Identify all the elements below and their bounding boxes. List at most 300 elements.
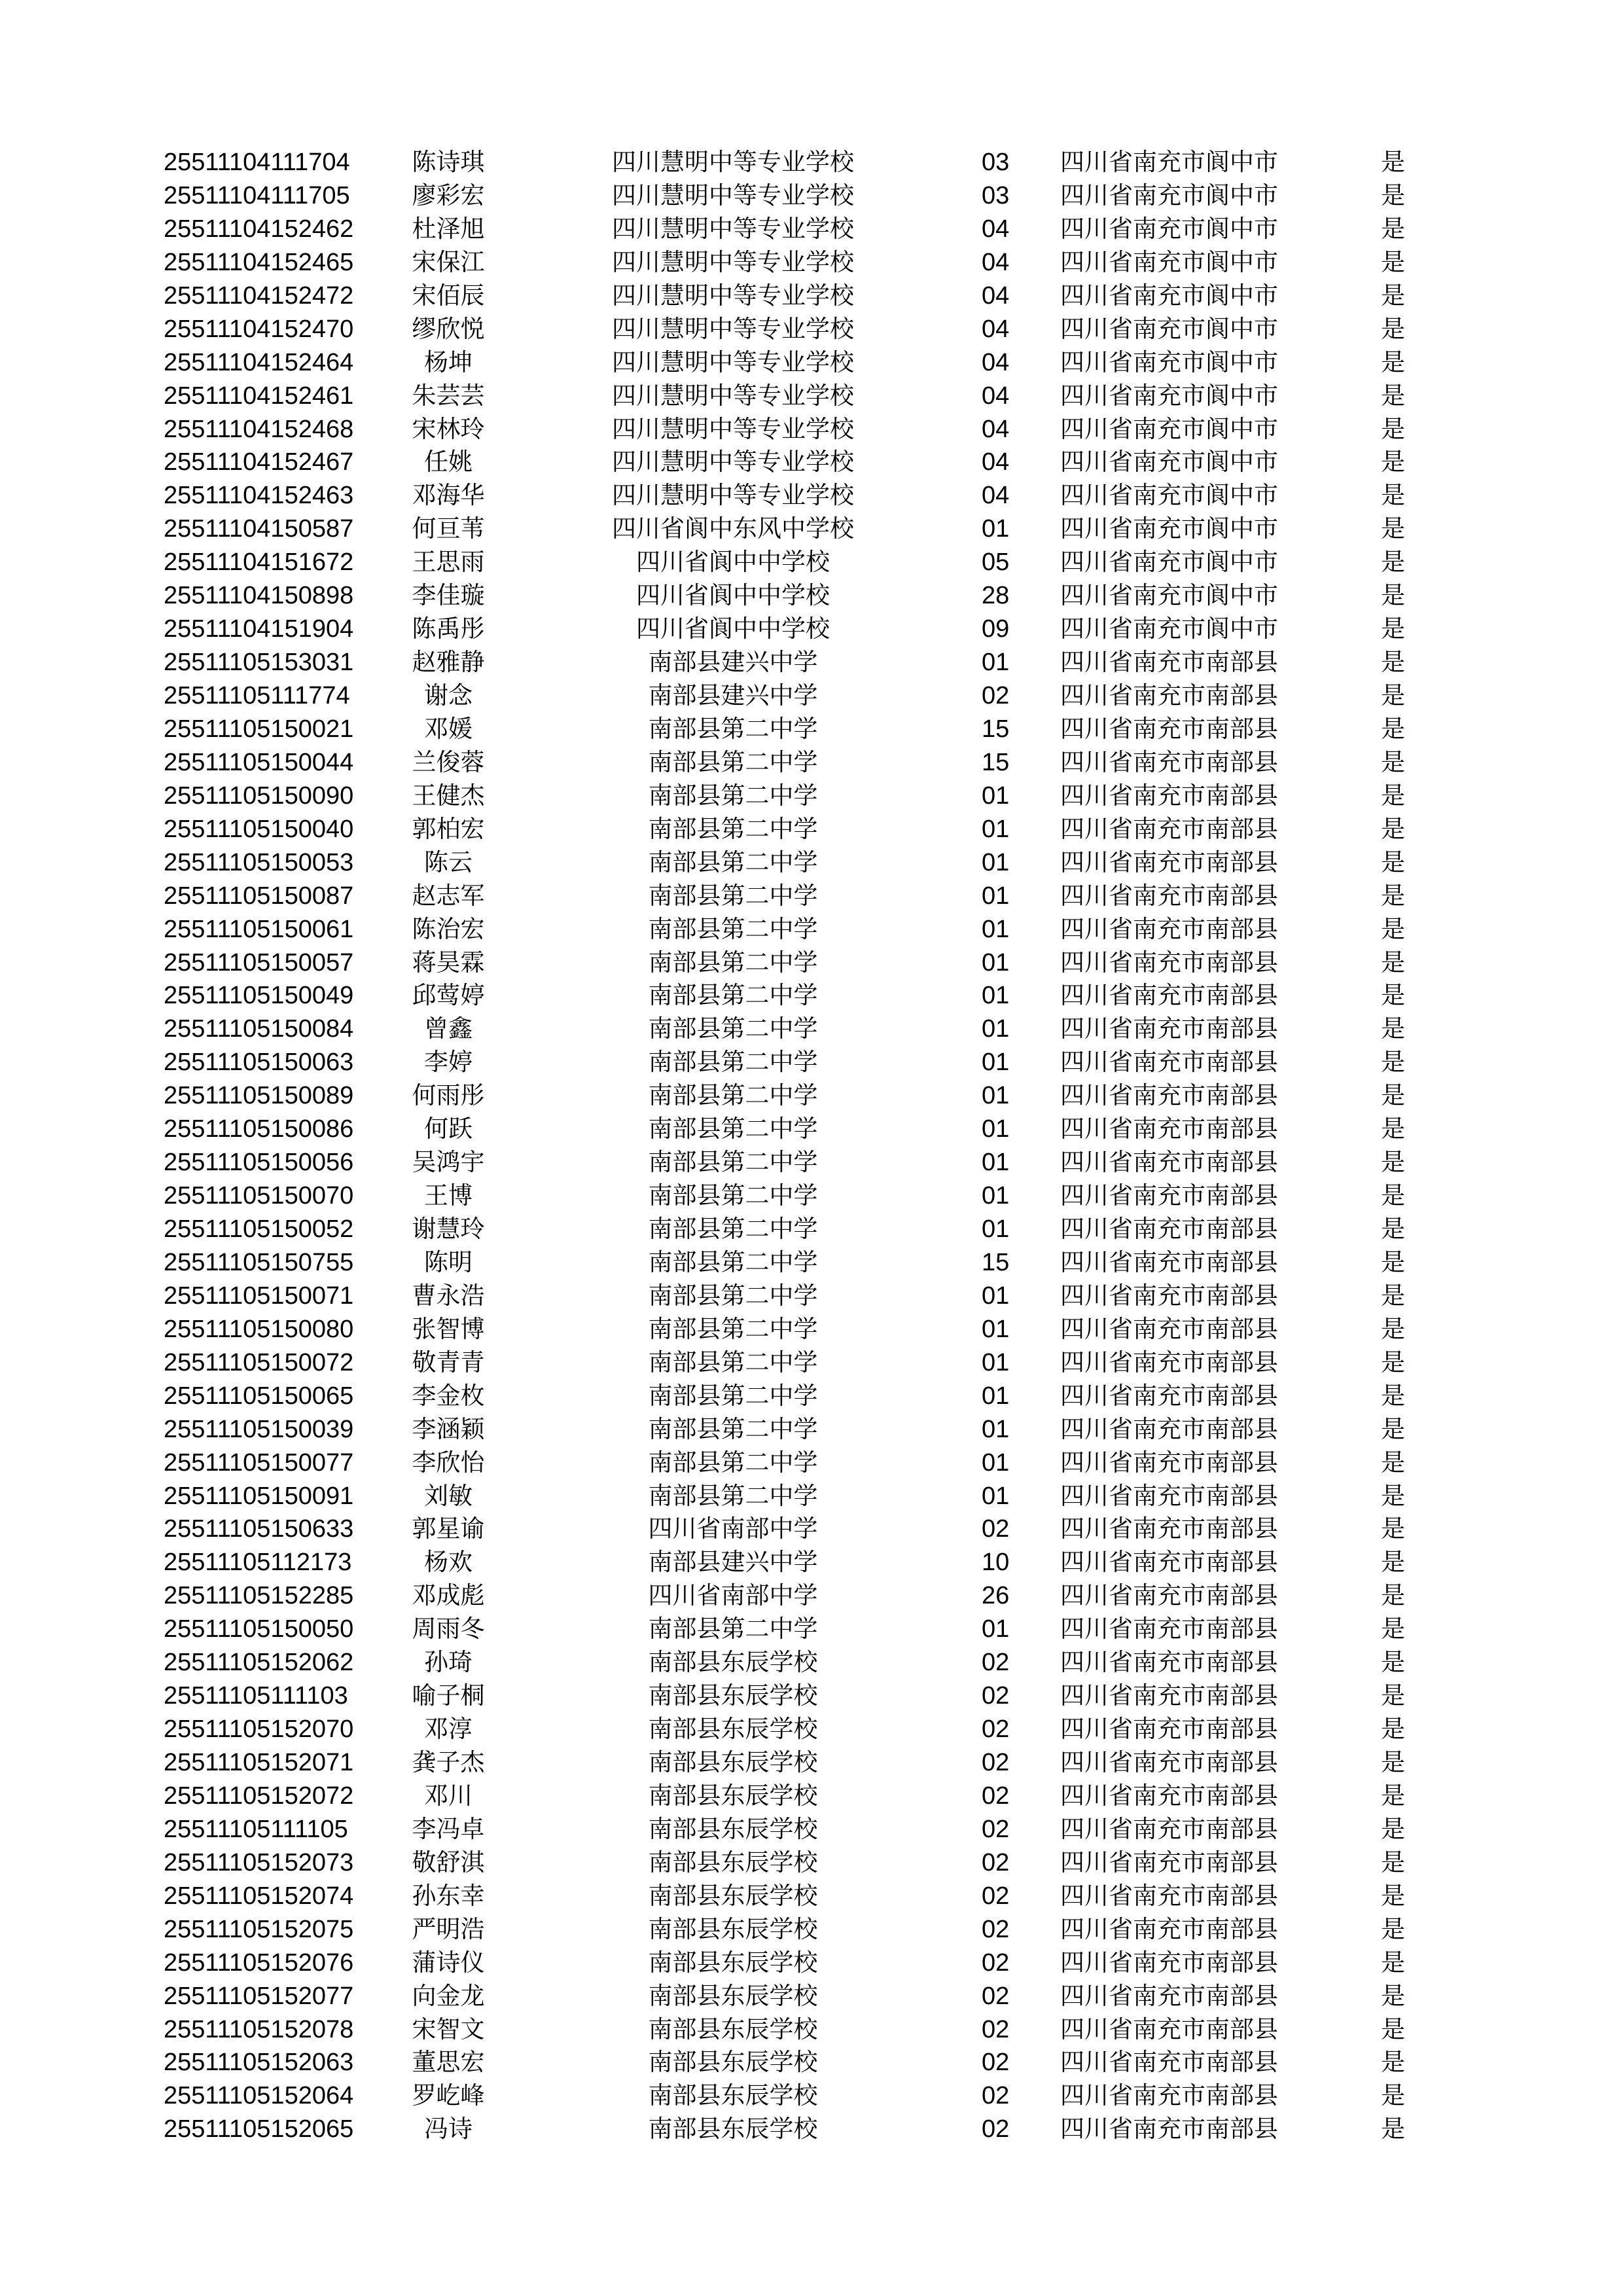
record-region: 四川省南充市阆中市	[1060, 348, 1278, 376]
record-flag: 是	[1381, 448, 1405, 476]
record-row	[0, 746, 1623, 780]
record-row	[0, 913, 1623, 946]
record-code: 01	[982, 1482, 1010, 1510]
record-region: 四川省南充市南部县	[1060, 1581, 1278, 1610]
record-flag: 是	[1381, 714, 1405, 743]
record-row	[0, 1346, 1623, 1380]
record-name: 曾鑫	[424, 1014, 473, 1043]
record-school: 南部县第二中学	[648, 848, 818, 876]
record-region: 四川省南充市阆中市	[1060, 414, 1278, 443]
record-row	[0, 2113, 1623, 2146]
record-flag: 是	[1381, 1247, 1405, 1276]
record-school: 四川慧明中等专业学校	[612, 314, 854, 343]
record-id: 25511105152078	[164, 2015, 354, 2043]
record-code: 15	[982, 1248, 1010, 1276]
record-id: 25511105152065	[164, 2115, 354, 2144]
record-name: 邓成彪	[412, 1581, 485, 1610]
record-region: 四川省南充市南部县	[1060, 1048, 1278, 1077]
record-region: 四川省南充市南部县	[1060, 1215, 1278, 1243]
record-id: 25511105152075	[164, 1915, 354, 1943]
record-code: 01	[982, 781, 1010, 810]
record-id: 25511105150087	[164, 882, 354, 910]
record-code: 01	[982, 1382, 1010, 1410]
record-code: 02	[982, 1815, 1010, 1843]
record-region: 四川省南充市南部县	[1060, 1281, 1278, 1310]
record-row	[0, 1946, 1623, 1980]
record-school: 南部县第二中学	[648, 1381, 818, 1410]
record-id: 25511105150089	[164, 1082, 354, 1110]
record-school: 南部县东辰学校	[648, 1814, 818, 1843]
record-school: 南部县东辰学校	[648, 2015, 818, 2043]
record-flag: 是	[1381, 148, 1405, 176]
record-row	[0, 380, 1623, 413]
record-id: 25511105150039	[164, 1415, 354, 1443]
record-name: 郭星谕	[412, 1515, 485, 1543]
record-flag: 是	[1381, 848, 1405, 876]
record-flag: 是	[1381, 348, 1405, 376]
record-code: 01	[982, 1182, 1010, 1210]
record-region: 四川省南充市南部县	[1060, 681, 1278, 709]
record-flag: 是	[1381, 914, 1405, 943]
record-school: 四川慧明中等专业学校	[612, 348, 854, 376]
record-school: 南部县建兴中学	[648, 648, 818, 677]
record-row	[0, 1313, 1623, 1346]
record-region: 四川省南充市南部县	[1060, 2015, 1278, 2043]
record-id: 25511105150070	[164, 1182, 354, 1210]
record-code: 02	[982, 1915, 1010, 1943]
record-row	[0, 1246, 1623, 1280]
record-row	[0, 1780, 1623, 1813]
record-region: 四川省南充市阆中市	[1060, 481, 1278, 510]
record-row	[0, 1546, 1623, 1579]
record-id: 25511104111705	[164, 181, 350, 209]
record-code: 02	[982, 2082, 1010, 2110]
record-row	[0, 1679, 1623, 1713]
record-school: 南部县东辰学校	[648, 2081, 818, 2110]
record-name: 廖彩宏	[412, 181, 485, 209]
record-row	[0, 213, 1623, 246]
record-school: 四川慧明中等专业学校	[612, 414, 854, 443]
record-id: 25511105150057	[164, 948, 354, 977]
record-flag: 是	[1381, 2048, 1405, 2077]
record-code: 03	[982, 181, 1010, 209]
record-code: 04	[982, 215, 1010, 243]
record-school: 南部县第二中学	[648, 1414, 818, 1443]
record-flag: 是	[1381, 681, 1405, 709]
record-code: 01	[982, 1448, 1010, 1477]
record-id: 25511104111704	[164, 149, 350, 176]
record-flag: 是	[1381, 1081, 1405, 1110]
record-flag: 是	[1381, 1615, 1405, 1643]
record-flag: 是	[1381, 381, 1405, 410]
record-id: 25511105150091	[164, 1482, 354, 1510]
record-code: 02	[982, 1749, 1010, 1776]
record-school: 四川慧明中等专业学校	[612, 448, 854, 476]
record-row	[0, 1079, 1623, 1113]
record-school: 南部县第二中学	[648, 814, 818, 843]
record-region: 四川省南充市南部县	[1060, 1515, 1278, 1543]
record-code: 01	[982, 1115, 1010, 1143]
record-name: 敬青青	[412, 1348, 485, 1376]
record-flag: 是	[1381, 648, 1405, 677]
record-row	[0, 713, 1623, 746]
record-code: 01	[982, 1082, 1010, 1110]
record-flag: 是	[1381, 881, 1405, 910]
record-row	[0, 1213, 1623, 1246]
record-row	[0, 1413, 1623, 1446]
record-school: 四川省南部中学	[648, 1581, 818, 1610]
record-row	[0, 1713, 1623, 1746]
record-name: 兰俊蓉	[412, 747, 485, 776]
record-row	[0, 1746, 1623, 1780]
record-id: 25511105150086	[164, 1115, 354, 1143]
record-row	[0, 679, 1623, 713]
record-school: 四川省阆中中学校	[636, 548, 830, 577]
record-code: 01	[982, 649, 1010, 677]
record-code: 01	[982, 515, 1010, 543]
record-school: 南部县第二中学	[648, 714, 818, 743]
record-school: 南部县第二中学	[648, 1048, 818, 1077]
record-region: 四川省南充市南部县	[1060, 1781, 1278, 1810]
record-id: 25511105152285	[164, 1582, 354, 1610]
record-school: 南部县建兴中学	[648, 681, 818, 709]
record-flag: 是	[1381, 1115, 1405, 1143]
record-school: 四川省阆中中学校	[636, 581, 830, 610]
record-school: 南部县第二中学	[648, 948, 818, 977]
record-flag: 是	[1381, 1981, 1405, 2010]
record-school: 南部县东辰学校	[648, 1648, 818, 1677]
record-name: 蒋昊霖	[412, 948, 485, 977]
record-region: 四川省南充市南部县	[1060, 1481, 1278, 1510]
record-school: 南部县第二中学	[648, 1181, 818, 1210]
record-school: 四川省阆中中学校	[636, 615, 830, 643]
record-id: 25511104151904	[164, 615, 354, 643]
record-id: 25511105152073	[164, 1848, 354, 1876]
record-flag: 是	[1381, 1914, 1405, 1943]
record-name: 陈明	[424, 1247, 473, 1276]
record-id: 25511105152063	[164, 2049, 354, 2077]
record-id: 25511104152463	[164, 482, 354, 510]
record-id: 25511105150053	[164, 848, 354, 876]
record-code: 02	[982, 1515, 1010, 1543]
record-school: 四川慧明中等专业学校	[612, 148, 854, 176]
record-code: 04	[982, 482, 1010, 510]
record-id: 25511105150755	[164, 1248, 354, 1276]
record-name: 杨欢	[424, 1548, 473, 1577]
record-flag: 是	[1381, 1581, 1405, 1610]
record-row	[0, 346, 1623, 380]
record-row	[0, 512, 1623, 546]
record-row	[0, 479, 1623, 512]
record-region: 四川省南充市阆中市	[1060, 448, 1278, 476]
record-flag: 是	[1381, 514, 1405, 543]
record-code: 01	[982, 1149, 1010, 1177]
record-region: 四川省南充市南部县	[1060, 1348, 1278, 1376]
record-id: 25511105150049	[164, 982, 354, 1010]
record-code: 01	[982, 915, 1010, 943]
record-school: 南部县第二中学	[648, 1215, 818, 1243]
record-name: 邓川	[424, 1781, 473, 1810]
record-name: 曹永浩	[412, 1281, 485, 1310]
record-flag: 是	[1381, 1348, 1405, 1376]
record-school: 南部县第二中学	[648, 1481, 818, 1510]
record-id: 25511105150040	[164, 815, 354, 843]
record-school: 南部县第二中学	[648, 1247, 818, 1276]
record-school: 南部县第二中学	[648, 981, 818, 1010]
record-region: 四川省南充市南部县	[1060, 714, 1278, 743]
record-flag: 是	[1381, 481, 1405, 510]
record-region: 四川省南充市阆中市	[1060, 581, 1278, 610]
record-region: 四川省南充市南部县	[1060, 1981, 1278, 2010]
record-id: 25511105150052	[164, 1215, 354, 1243]
record-row	[0, 1913, 1623, 1946]
record-name: 严明浩	[412, 1914, 485, 1943]
record-name: 孙东幸	[412, 1881, 485, 1910]
record-row	[0, 946, 1623, 980]
record-code: 02	[982, 2115, 1010, 2144]
record-flag: 是	[1381, 1481, 1405, 1510]
record-region: 四川省南充市南部县	[1060, 814, 1278, 843]
record-school: 南部县第二中学	[648, 1615, 818, 1643]
record-region: 四川省南充市南部县	[1060, 981, 1278, 1010]
record-id: 25511104152464	[164, 348, 354, 376]
record-code: 09	[982, 615, 1010, 643]
record-region: 四川省南充市南部县	[1060, 747, 1278, 776]
record-row	[0, 1280, 1623, 1313]
record-name: 孙琦	[424, 1648, 473, 1677]
record-id: 25511104150898	[164, 582, 354, 610]
record-code: 26	[982, 1582, 1010, 1610]
record-row	[0, 979, 1623, 1013]
record-school: 四川慧明中等专业学校	[612, 381, 854, 410]
record-region: 四川省南充市南部县	[1060, 781, 1278, 810]
record-region: 四川省南充市阆中市	[1060, 314, 1278, 343]
record-id: 25511105150056	[164, 1149, 354, 1177]
record-flag: 是	[1381, 615, 1405, 643]
record-flag: 是	[1381, 548, 1405, 577]
record-flag: 是	[1381, 1381, 1405, 1410]
record-row	[0, 880, 1623, 913]
record-id: 25511105150090	[164, 781, 354, 810]
record-flag: 是	[1381, 1014, 1405, 1043]
record-row	[0, 1046, 1623, 1079]
record-row	[0, 1613, 1623, 1646]
record-region: 四川省南充市南部县	[1060, 1881, 1278, 1910]
record-row	[0, 1880, 1623, 1913]
record-code: 02	[982, 1649, 1010, 1677]
record-region: 四川省南充市南部县	[1060, 1914, 1278, 1943]
record-name: 陈禹彤	[412, 615, 485, 643]
record-id: 25511105153031	[164, 649, 354, 677]
record-name: 邓淳	[424, 1715, 473, 1744]
record-school: 南部县第二中学	[648, 781, 818, 810]
record-id: 25511105111103	[164, 1682, 348, 1710]
record-school: 南部县建兴中学	[648, 1548, 818, 1577]
record-name: 邱莺婷	[412, 981, 485, 1010]
record-code: 04	[982, 281, 1010, 310]
record-name: 宋佰辰	[412, 281, 485, 310]
record-name: 冯诗	[424, 2115, 473, 2144]
record-code: 02	[982, 2049, 1010, 2077]
record-name: 刘敏	[424, 1481, 473, 1510]
record-region: 四川省南充市南部县	[1060, 2115, 1278, 2144]
record-row	[0, 1013, 1623, 1046]
record-id: 25511105111774	[164, 682, 350, 709]
record-code: 04	[982, 315, 1010, 343]
record-name: 何雨彤	[412, 1081, 485, 1110]
record-flag: 是	[1381, 781, 1405, 810]
record-school: 南部县第二中学	[648, 1081, 818, 1110]
record-code: 01	[982, 982, 1010, 1010]
record-id: 25511104152468	[164, 415, 354, 443]
record-code: 05	[982, 548, 1010, 577]
record-row	[0, 579, 1623, 613]
record-region: 四川省南充市南部县	[1060, 1115, 1278, 1143]
record-school: 南部县第二中学	[648, 1448, 818, 1477]
record-code: 01	[982, 882, 1010, 910]
record-id: 25511105150071	[164, 1282, 354, 1310]
record-flag: 是	[1381, 214, 1405, 243]
record-row	[0, 313, 1623, 346]
record-code: 15	[982, 715, 1010, 743]
record-name: 宋林玲	[412, 414, 485, 443]
record-school: 南部县东辰学校	[648, 1715, 818, 1744]
record-region: 四川省南充市阆中市	[1060, 548, 1278, 577]
record-school: 南部县东辰学校	[648, 1981, 818, 2010]
record-flag: 是	[1381, 1414, 1405, 1443]
record-flag: 是	[1381, 1681, 1405, 1710]
record-id: 25511105152062	[164, 1649, 354, 1677]
record-code: 02	[982, 1782, 1010, 1810]
record-flag: 是	[1381, 1281, 1405, 1310]
record-code: 02	[982, 1948, 1010, 1977]
record-name: 李冯卓	[412, 1814, 485, 1843]
record-id: 25511105152072	[164, 1782, 354, 1810]
record-flag: 是	[1381, 181, 1405, 209]
record-name: 喻子桐	[412, 1681, 485, 1710]
record-id: 25511105150050	[164, 1615, 354, 1643]
record-flag: 是	[1381, 314, 1405, 343]
record-name: 周雨冬	[412, 1615, 485, 1643]
record-name: 何亘苇	[412, 514, 485, 543]
record-school: 四川省阆中东风中学校	[612, 514, 854, 543]
record-name: 宋保江	[412, 247, 485, 276]
record-school: 南部县第二中学	[648, 1148, 818, 1177]
record-code: 04	[982, 248, 1010, 276]
record-code: 04	[982, 348, 1010, 376]
record-flag: 是	[1381, 1515, 1405, 1543]
record-name: 何跃	[424, 1115, 473, 1143]
record-name: 郭柏宏	[412, 814, 485, 843]
record-flag: 是	[1381, 814, 1405, 843]
record-id: 25511105150080	[164, 1315, 354, 1343]
record-region: 四川省南充市南部县	[1060, 1081, 1278, 1110]
record-region: 四川省南充市阆中市	[1060, 381, 1278, 410]
record-code: 01	[982, 1615, 1010, 1643]
record-row	[0, 1980, 1623, 2013]
record-flag: 是	[1381, 747, 1405, 776]
record-name: 李欣怡	[412, 1448, 485, 1477]
record-region: 四川省南充市南部县	[1060, 648, 1278, 677]
record-row	[0, 780, 1623, 813]
record-name: 张智博	[412, 1314, 485, 1343]
record-flag: 是	[1381, 1448, 1405, 1477]
record-id: 25511105150061	[164, 915, 354, 943]
record-code: 01	[982, 1315, 1010, 1343]
record-flag: 是	[1381, 2081, 1405, 2110]
record-id: 25511105152071	[164, 1749, 354, 1776]
record-code: 01	[982, 1348, 1010, 1376]
record-name: 王思雨	[412, 548, 485, 577]
record-id: 25511104152470	[164, 315, 354, 343]
record-id: 25511105112173	[164, 1549, 352, 1577]
record-id: 25511105111105	[164, 1815, 348, 1843]
record-region: 四川省南充市南部县	[1060, 914, 1278, 943]
record-code: 04	[982, 415, 1010, 443]
record-flag: 是	[1381, 1648, 1405, 1677]
record-name: 蒲诗仪	[412, 1948, 485, 1977]
record-flag: 是	[1381, 1814, 1405, 1843]
record-region: 四川省南充市南部县	[1060, 1014, 1278, 1043]
record-id: 25511105152076	[164, 1948, 354, 1977]
record-name: 李涵颖	[412, 1414, 485, 1443]
record-school: 南部县东辰学校	[648, 1681, 818, 1710]
record-id: 25511104150587	[164, 515, 354, 543]
record-row	[0, 1846, 1623, 1880]
record-school: 四川省南部中学	[648, 1515, 818, 1543]
record-flag: 是	[1381, 414, 1405, 443]
record-flag: 是	[1381, 1048, 1405, 1077]
record-id: 25511105150021	[164, 715, 354, 743]
record-name: 缪欣悦	[412, 314, 485, 343]
record-code: 02	[982, 1682, 1010, 1710]
record-flag: 是	[1381, 281, 1405, 310]
record-name: 陈治宏	[412, 914, 485, 943]
record-row	[0, 1380, 1623, 1413]
record-id: 25511104152467	[164, 448, 354, 476]
record-name: 陈诗琪	[412, 148, 485, 176]
record-flag: 是	[1381, 1848, 1405, 1876]
record-region: 四川省南充市南部县	[1060, 2081, 1278, 2110]
record-id: 25511105152064	[164, 2082, 354, 2110]
record-school: 南部县东辰学校	[648, 1781, 818, 1810]
record-id: 25511104152461	[164, 382, 354, 410]
record-name: 董思宏	[412, 2048, 485, 2077]
record-region: 四川省南充市阆中市	[1060, 514, 1278, 543]
record-id: 25511105150077	[164, 1448, 354, 1477]
record-school: 南部县东辰学校	[648, 1914, 818, 1943]
record-flag: 是	[1381, 981, 1405, 1010]
record-name: 赵雅静	[412, 648, 485, 677]
record-region: 四川省南充市南部县	[1060, 1314, 1278, 1343]
record-id: 25511105150065	[164, 1382, 354, 1410]
record-flag: 是	[1381, 1314, 1405, 1343]
record-code: 04	[982, 448, 1010, 476]
record-id: 25511104152472	[164, 281, 354, 310]
record-name: 宋智文	[412, 2015, 485, 2043]
record-id: 25511105152077	[164, 1982, 354, 2010]
record-name: 邓海华	[412, 481, 485, 510]
record-row	[0, 1480, 1623, 1513]
record-id: 25511105152070	[164, 1715, 354, 1744]
record-region: 四川省南充市南部县	[1060, 1615, 1278, 1643]
record-id: 25511105150084	[164, 1015, 354, 1043]
record-school: 南部县第二中学	[648, 747, 818, 776]
record-school: 南部县东辰学校	[648, 2115, 818, 2144]
record-name: 王博	[424, 1181, 473, 1210]
record-row	[0, 2079, 1623, 2113]
record-code: 02	[982, 1882, 1010, 1910]
